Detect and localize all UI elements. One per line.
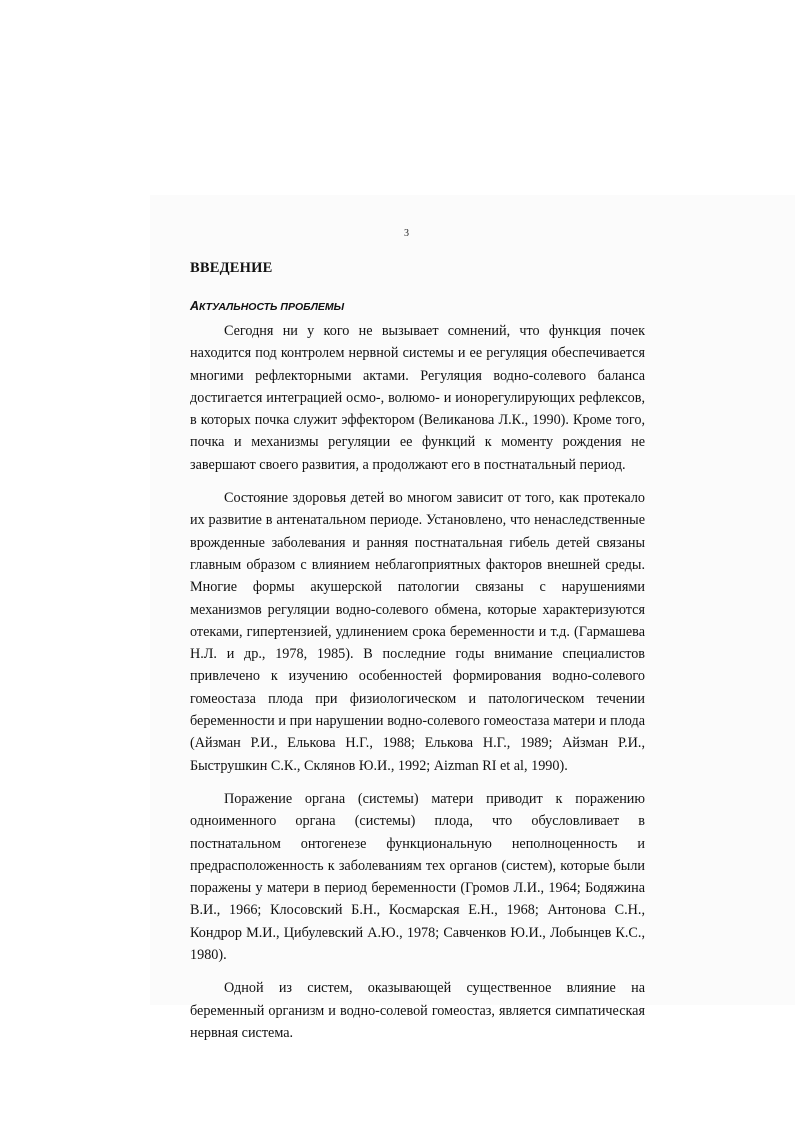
paragraph: Одной из систем, оказывающей существенное влияние на беременный организм и водно-солевой гомеостаз, является симпатическая нервная система. <box>190 980 645 1041</box>
body-text <box>190 320 645 1055</box>
section-title <box>190 299 344 313</box>
chapter-title: ВВЕДЕНИЕ <box>190 260 273 276</box>
section-title-initial: А <box>190 299 200 313</box>
paragraph: Поражение органа (системы) матери приводит к поражению одноименного органа (системы) плода, что обусловливает в постнатальном онтогенезе функциональную неполноценность и предрасположенность к заболеваниям тех органов (систем), которые были поражены у матери в период беременности (Громов Л.И., 1964; Бодяжина В.И., 1966; Клосовский Б.Н., Космарская Е.Н., 1968; Антонова С.Н., Кондрор М.И., Цибулевский А.Ю., 1978; Савченков Ю.И., Лобынцев К.С., 1980). <box>190 790 645 964</box>
page-number: 3 <box>404 228 409 239</box>
paragraph: Состояние здоровья детей во многом зависит от того, как протекало их развитие в антенатальном периоде. Установлено, что ненаследственные врожденные заболевания и ранняя постнатальная гибель детей связаны главным образом с влиянием неблагоприятных факторов внешней среды. Многие формы акушерской патологии связаны с нарушениями механизмов регуляции водно-солевого обмена, которые характеризуются отеками, гипертензией, удлинением срока беременности и т.д. (Гармашева Н.Л. и др., 1978, 1985). В последние годы внимание специалистов привлечено к изучению особенностей формирования водно-солевого гомеостаза плода при физиологическом и патологическом течении беременности и при нарушении водно-солевого гомеостаза матери и плода (Айзман Р.И., Елькова Н.Г., 1988; Елькова Н.Г., 1989; Айзман Р.И., Быструшкин С.К., Склянов Ю.И., 1992; Aizman RI et al, 1990). <box>190 490 645 774</box>
paragraph: Сегодня ни у кого не вызывает сомнений, что функция почек находится под контролем нервной системы и ее регуляция обеспечивается многими рефлекторными актами. Регуляция водно-солевого баланса достигается интеграцией осмо-, волюмо- и ионорегулирующих рефлексов, в которых почка служит эффектором (Великанова Л.К., 1990). Кроме того, почка и механизмы регуляции ее функций к моменту рождения не завершают своего развития, а продолжают его в постнатальный период. <box>190 323 645 473</box>
section-title-rest: КТУАЛЬНОСТЬ ПРОБЛЕМЫ <box>199 301 345 313</box>
